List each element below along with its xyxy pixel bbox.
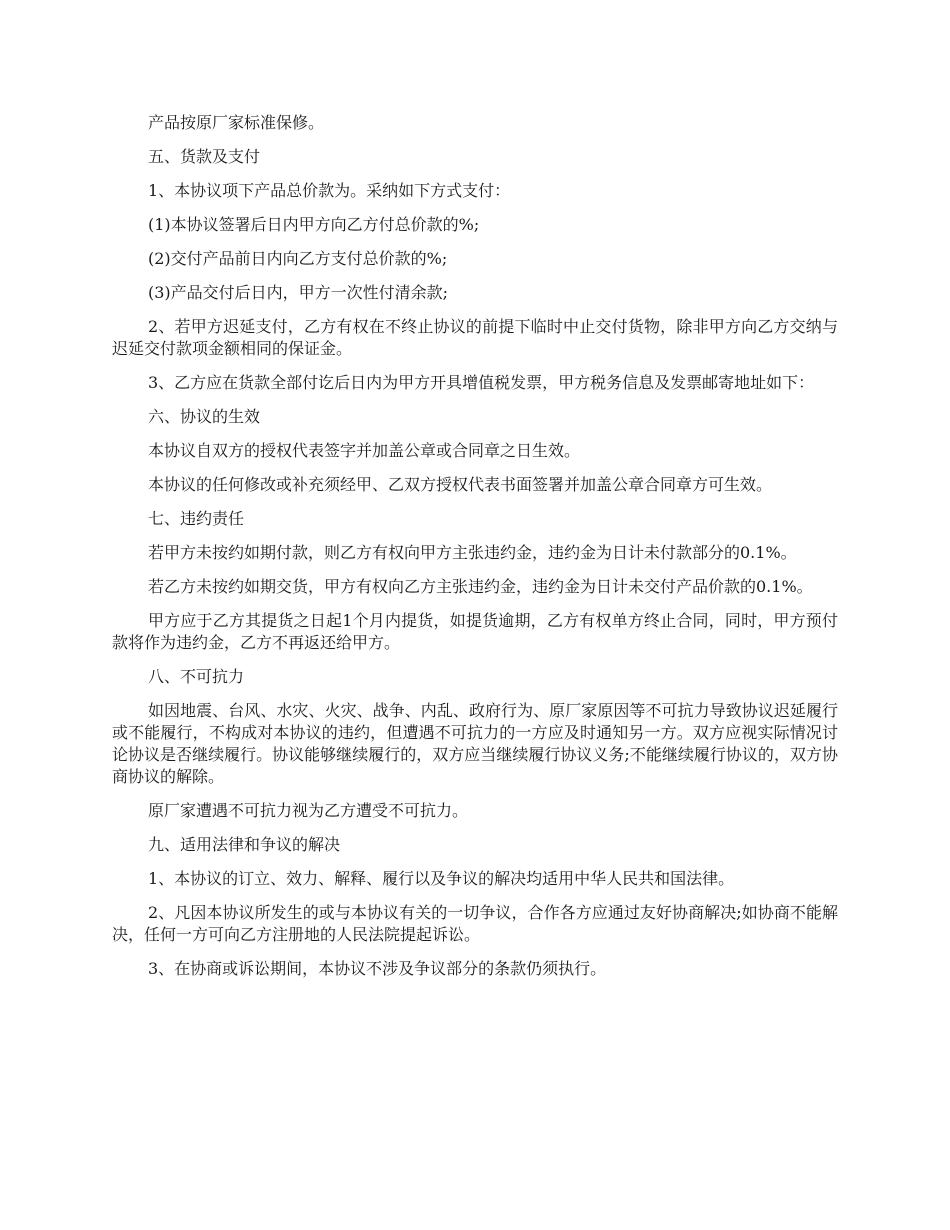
paragraph-payment-1-a: (1)本协议签署后日内甲方向乙方付总价款的%; bbox=[148, 215, 480, 234]
section-heading-effect: 六、协议的生效 bbox=[148, 407, 261, 426]
paragraph-payment-1-c: (3)产品交付后日内，甲方一次性付清余款; bbox=[148, 283, 449, 302]
paragraph-law-2: 2、凡因本协议所发生的或与本协议有关的一切争议，合作各方应通过友好协商解决;如协商不能解决，任何一方可向乙方注册地的人民法院提起诉讼。 bbox=[112, 903, 838, 944]
section-heading-law-disputes: 九、适用法律和争议的解决 bbox=[148, 835, 341, 854]
paragraph-warranty: 产品按原厂家标准保修。 bbox=[148, 113, 325, 132]
paragraph-payment-1: 1、本协议项下产品总价款为。采纳如下方式支付： bbox=[148, 181, 511, 200]
document-page bbox=[112, 112, 838, 992]
paragraph-effect-1: 本协议自双方的授权代表签字并加盖公章或合同章之日生效。 bbox=[148, 441, 581, 460]
section-heading-payment: 五、货款及支付 bbox=[148, 147, 261, 166]
paragraph-liability-1: 若甲方未按约如期付款，则乙方有权向甲方主张违约金，违约金为日计未付款部分的0.1%。 bbox=[148, 543, 797, 562]
paragraph-effect-2: 本协议的任何修改或补充须经甲、乙双方授权代表书面签署并加盖公章合同章方可生效。 bbox=[148, 475, 773, 494]
section-heading-force-majeure: 八、不可抗力 bbox=[148, 667, 245, 686]
paragraph-force-majeure-2: 原厂家遭遇不可抗力视为乙方遭受不可抗力。 bbox=[148, 801, 469, 820]
paragraph-payment-2: 2、若甲方迟延支付，乙方有权在不终止协议的前提下临时中止交付货物，除非甲方向乙方交纳与迟延交付款项金额相同的保证金。 bbox=[112, 317, 838, 358]
paragraph-liability-3: 甲方应于乙方其提货之日起1个月内提货，如提货逾期，乙方有权单方终止合同，同时，甲方预付款将作为违约金，乙方不再返还给甲方。 bbox=[112, 611, 838, 652]
paragraph-force-majeure-1: 如因地震、台风、水灾、火灾、战争、内乱、政府行为、原厂家原因等不可抗力导致协议迟延履行或不能履行，不构成对本协议的违约，但遭遇不可抗力的一方应及时通知另一方。双方应视实际情况讨论协议是否继续履行。协议能够继续履行的，双方应当继续履行协议义务;不能继续履行协议的，双方协商协议的解除。 bbox=[112, 701, 838, 786]
paragraph-law-3: 3、在协商或诉讼期间，本协议不涉及争议部分的条款仍须执行。 bbox=[148, 959, 607, 978]
paragraph-liability-2: 若乙方未按约如期交货，甲方有权向乙方主张违约金，违约金为日计未交付产品价款的0.1%。 bbox=[148, 577, 813, 596]
section-heading-liability: 七、违约责任 bbox=[148, 509, 245, 528]
paragraph-payment-1-b: (2)交付产品前日内向乙方支付总价款的%; bbox=[148, 249, 448, 268]
paragraph-law-1: 1、本协议的订立、效力、解释、履行以及争议的解决均适用中华人民共和国法律。 bbox=[148, 869, 735, 888]
paragraph-payment-3: 3、乙方应在货款全部付讫后日内为甲方开具增值税发票，甲方税务信息及发票邮寄地址如下： bbox=[148, 373, 815, 392]
